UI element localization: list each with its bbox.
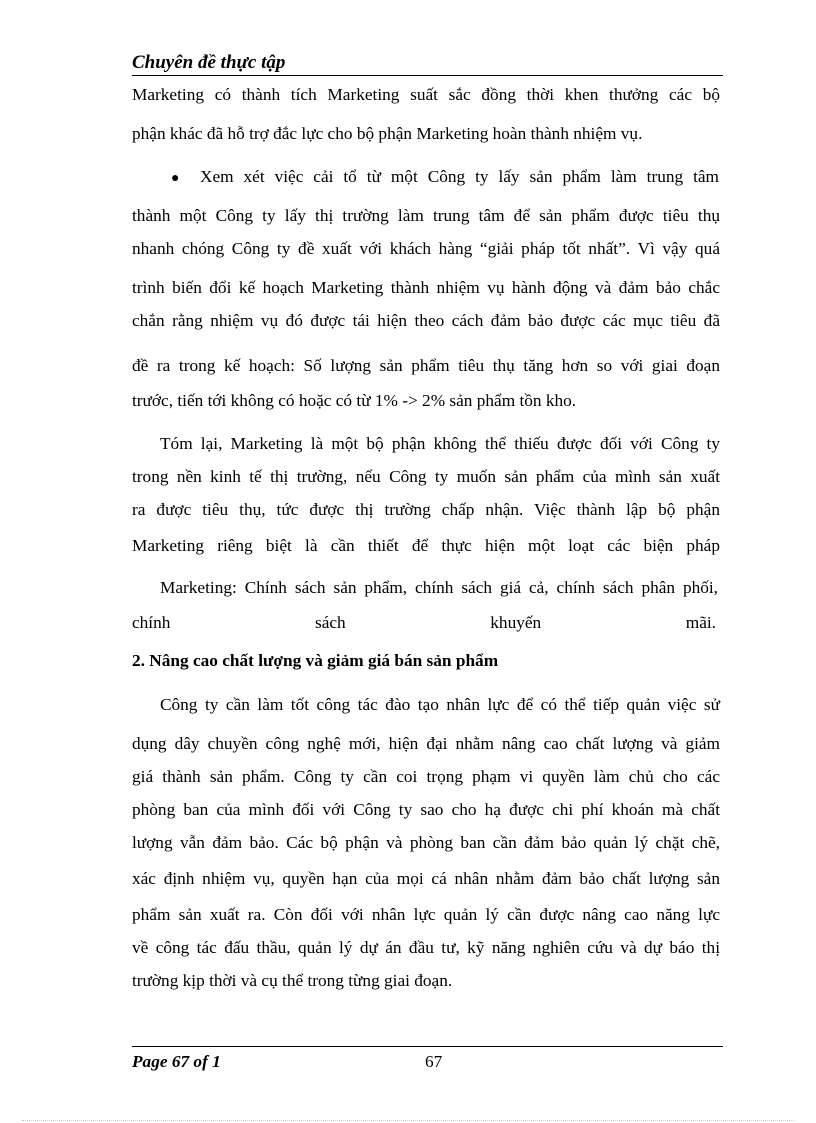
page-bottom-border [22,1120,794,1121]
paragraph-line: Xem xét việc cải tổ từ một Công ty lấy sản phẩm làm trung tâm [200,167,719,186]
paragraph-line: dụng dây chuyền công nghệ mới, hiện đại nhằm nâng cao chất lượng và giảm [132,734,720,753]
paragraph-line: Marketing riêng biệt là cần thiết để thực hiện một loạt các biện pháp [132,536,720,555]
page-header-title: Chuyên đề thực tập [132,52,286,73]
paragraph-line: thành một Công ty lấy thị trường làm trung tâm để sản phẩm được tiêu thụ [132,206,720,225]
paragraph-line: Marketing có thành tích Marketing suất sắc đồng thời khen thưởng các bộ [132,85,720,104]
paragraph-line: phận khác đã hỗ trợ đắc lực cho bộ phận Marketing hoàn thành nhiệm vụ. [132,124,643,143]
paragraph-line: trước, tiến tới không có hoặc có từ 1% -> 2% sản phẩm tồn kho. [132,391,577,410]
section-heading: 2. Nâng cao chất lượng và giảm giá bán sản phẩm [132,651,499,670]
paragraph-line: về công tác đấu thầu, quản lý dự án đầu tư, kỹ năng nghiên cứu và dự báo thị [132,938,720,957]
paragraph-line: phòng ban của mình đối với Công ty sao cho hạ được chi phí khoán mà chất [132,800,720,819]
paragraph-line: Tóm lại, Marketing là một bộ phận không thể thiếu được đối với Công ty [160,434,720,453]
bullet-icon: ● [171,171,180,186]
paragraph-line: ra được tiêu thụ, tức được thị trường chấp nhận. Việc thành lập bộ phận [132,500,720,519]
paragraph-line: Công ty cần làm tốt công tác đào tạo nhân lực để có thể tiếp quản việc sử [160,695,720,714]
paragraph-line: lượng vẫn đảm bảo. Các bộ phận và phòng ban cần đảm bảo quản lý chặt chẽ, [132,833,720,852]
paragraph-line: Marketing: Chính sách sản phẩm, chính sách giá cả, chính sách phân phối, [160,578,718,597]
paragraph-line: đề ra trong kế hoạch: Số lượng sản phẩm tiêu thụ tăng hơn so với giai đoạn [132,356,720,375]
footer-page-label: Page 67 of 1 [132,1052,221,1071]
paragraph-line: trong nền kinh tế thị trường, nếu Công ty muốn sản phẩm của mình sản xuất [132,467,720,486]
paragraph-line: phẩm sản xuất ra. Còn đối với nhân lực quản lý cần được nâng cao năng lực [132,905,720,924]
footer-page-number: 67 [425,1052,443,1071]
paragraph-line: xác định nhiệm vụ, quyền hạn của mọi cá nhân nhằm đảm bảo chất lượng sản [132,869,720,888]
footer-rule [132,1046,723,1047]
paragraph-line: giá thành sản phẩm. Công ty cần coi trọng phạm vi quyền làm chủ cho các [132,767,720,786]
paragraph-line: trình biến đổi kế hoạch Marketing thành nhiệm vụ hành động và đảm bảo chắc [132,278,720,297]
paragraph-line: chắn rằng nhiệm vụ đó được tái hiện theo cách đảm bảo được các mục tiêu đã [132,311,720,330]
header-rule [132,75,723,76]
paragraph-line: trường kịp thời và cụ thể trong từng giai đoạn. [132,971,453,990]
paragraph-line: nhanh chóng Công ty đề xuất với khách hàng “giải pháp tốt nhất”. Vì vậy quá [132,239,720,258]
paragraph-line: chính sách khuyến mãi. [132,613,716,632]
